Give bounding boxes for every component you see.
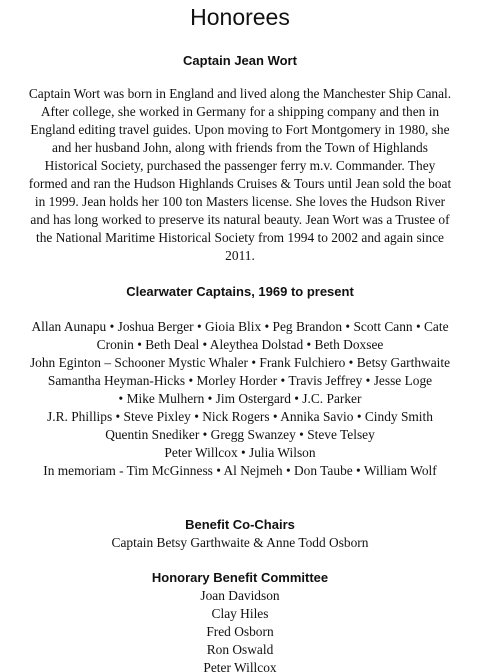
captains-line: Cronin • Beth Deal • Aleythea Dolstad • Beth Doxsee xyxy=(96,337,384,352)
committee-list xyxy=(0,587,480,672)
bio-line: formed and ran the Hudson Highlands Cruises & Tours until Jean sold the boat xyxy=(28,176,452,191)
captains-line: Samantha Heyman-Hicks • Morley Horder • Travis Jeffrey • Jesse Loge xyxy=(47,373,433,388)
committee-member: Ron Oswald xyxy=(206,642,274,657)
captains-line: In memoriam - Tim McGinness • Al Nejmeh • Don Taube • William Wolf xyxy=(43,463,437,478)
bio-line: and her husband John, along with friends from the Town of Highlands xyxy=(52,140,428,155)
bio-line: and has long worked to preserve its natural beauty. Jean Wort was a Trustee of xyxy=(30,212,450,227)
co-chairs-names: Captain Betsy Garthwaite & Anne Todd Osborn xyxy=(111,535,369,550)
captains-line: Quentin Snediker • Gregg Swanzey • Steve Telsey xyxy=(105,427,375,442)
bio-line: in 1999. Jean holds her 100 ton Masters license. She loves the Hudson River xyxy=(34,194,446,209)
bio-line: After college, she worked in Germany for a shipping company and then in xyxy=(40,104,440,119)
bio-line: the National Maritime Historical Society from 1994 to 2002 and again since xyxy=(36,230,444,245)
page-title: Honorees xyxy=(190,4,290,30)
captains-line: Peter Willcox • Julia Wilson xyxy=(164,445,316,460)
bio-line: Captain Wort was born in England and lived along the Manchester Ship Canal. xyxy=(28,86,452,101)
bio-line: England editing travel guides. Upon moving to Fort Montgomery in 1980, she xyxy=(30,122,450,137)
co-chairs-heading: Benefit Co-Chairs xyxy=(185,517,295,532)
committee-member: Clay Hiles xyxy=(211,606,269,621)
committee-member: Peter Willcox xyxy=(203,660,277,672)
captains-line: Allan Aunapu • Joshua Berger • Gioia Blix • Peg Brandon • Scott Cann • Cate xyxy=(31,319,449,334)
captains-line: • Mike Mulhern • Jim Ostergard • J.C. Parker xyxy=(118,391,362,406)
committee-member: Fred Osborn xyxy=(206,624,274,639)
honoree-bio xyxy=(2,85,478,265)
committee-heading: Honorary Benefit Committee xyxy=(151,570,329,585)
bio-line: Historical Society, purchased the passenger ferry m.v. Commander. They xyxy=(44,158,436,173)
captains-line: John Eginton – Schooner Mystic Whaler • Frank Fulchiero • Betsy Garthwaite xyxy=(29,355,451,370)
committee-member: Joan Davidson xyxy=(200,588,280,603)
captains-line: J.R. Phillips • Steve Pixley • Nick Rogers • Annika Savio • Cindy Smith xyxy=(47,409,433,424)
captains-list xyxy=(0,318,480,480)
captains-heading: Clearwater Captains, 1969 to present xyxy=(126,284,354,299)
bio-line: 2011. xyxy=(225,248,255,263)
honoree-heading: Captain Jean Wort xyxy=(183,53,297,68)
